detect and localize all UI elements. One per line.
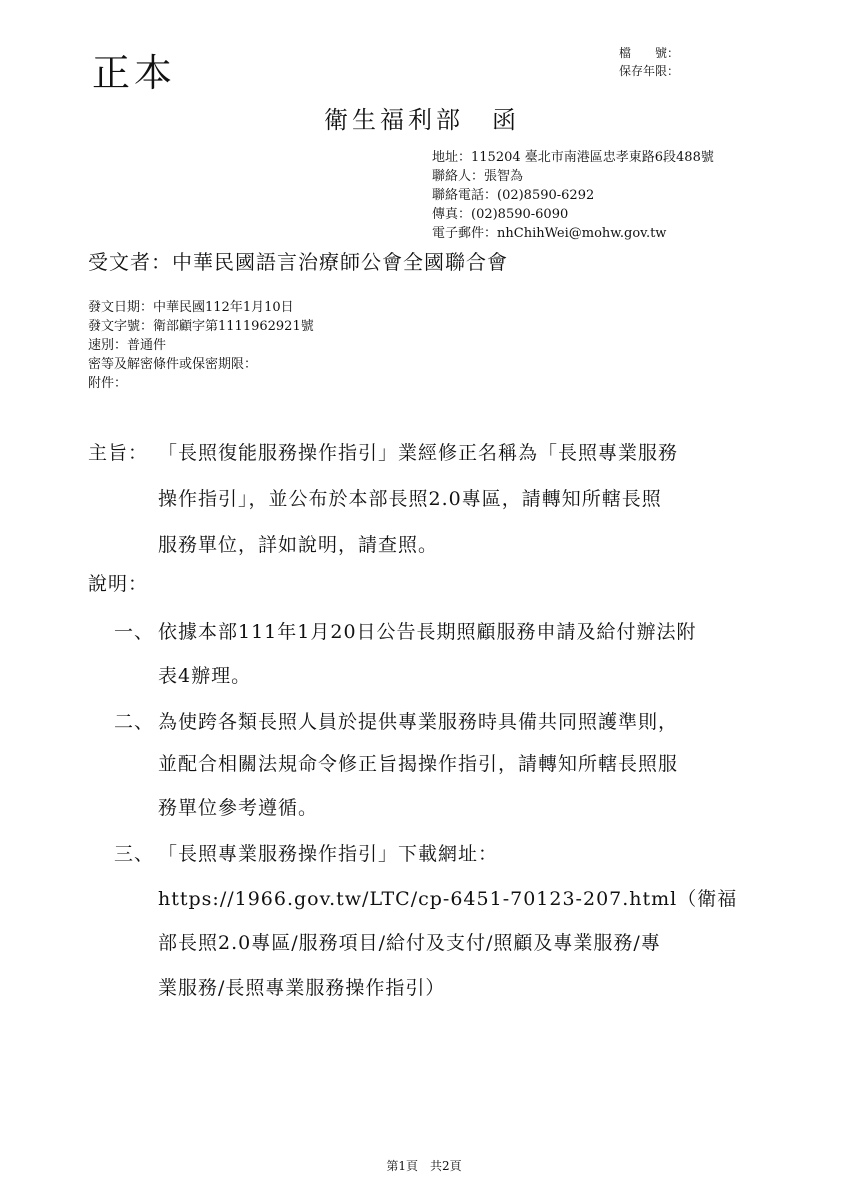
explanation-item-line: 部長照2.0專區/服務項目/給付及支付/照顧及專業服務/專 — [158, 932, 661, 954]
delivery-speed: 速別：普通件 — [88, 338, 167, 353]
subject-line: 服務單位，詳如說明，請查照。 — [158, 534, 439, 556]
explanation-item-line: 務單位參考遵循。 — [158, 797, 319, 819]
explanation-item-line: 表4辦理。 — [158, 665, 252, 687]
explanation-item-number: 二、 — [114, 711, 155, 733]
subject-label: 主旨： — [88, 442, 149, 464]
secrecy-level: 密等及解密條件或保密期限： — [88, 357, 258, 372]
subject-line: 「長照復能服務操作指引」業經修正名稱為「長照專業服務 — [158, 442, 679, 464]
explanation-item-line: 依據本部111年1月20日公告長期照顧服務申請及給付辦法附 — [158, 621, 697, 643]
retention-period-label: 保存年限： — [619, 64, 680, 78]
explanation-item-number: 一、 — [114, 621, 155, 643]
issue-date: 發文日期：中華民國112年1月10日 — [88, 300, 294, 315]
contact-fax: 傳真：(02)8590-6090 — [432, 207, 569, 222]
attachment-label: 附件： — [88, 376, 128, 391]
recipient: 受文者：中華民國語言治療師公會全國聯合會 — [88, 250, 508, 274]
contact-address: 地址：115204 臺北市南港區忠孝東路6段488號 — [432, 150, 714, 165]
file-number-label: 檔 號： — [619, 46, 680, 60]
explanation-item-line: 為使跨各類長照人員於提供專業服務時具備共同照護準則， — [158, 711, 679, 733]
contact-block — [432, 148, 714, 243]
meta-block — [88, 298, 314, 393]
page-footer: 第1頁 共2頁 — [386, 1159, 462, 1173]
download-url-line[interactable]: https://1966.gov.tw/LTC/cp-6451-70123-207.html（衛福 — [158, 888, 738, 910]
contact-email: 電子郵件：nhChihWei@mohw.gov.tw — [432, 226, 667, 241]
explanation-item-line: 業服務/長照專業服務操作指引） — [158, 977, 446, 999]
explanation-item-line: 並配合相關法規命令修正旨揭操作指引，請轉知所轄長照服 — [158, 753, 679, 775]
contact-person: 聯絡人：張智為 — [432, 169, 524, 184]
explanation-item-line: 「長照專業服務操作指引」下載網址： — [158, 843, 499, 865]
original-copy-stamp: 正本 — [92, 51, 177, 95]
subject-line: 操作指引」，並公布於本部長照2.0專區，請轉知所轄長照 — [158, 488, 662, 510]
explanation-label: 說明： — [88, 573, 149, 595]
file-info — [619, 44, 679, 80]
contact-phone: 聯絡電話：(02)8590-6292 — [432, 188, 595, 203]
explanation-item-number: 三、 — [114, 843, 155, 865]
document-number: 發文字號：衛部顧字第1111962921號 — [88, 319, 314, 334]
document-title: 衛生福利部 函 — [324, 106, 520, 134]
